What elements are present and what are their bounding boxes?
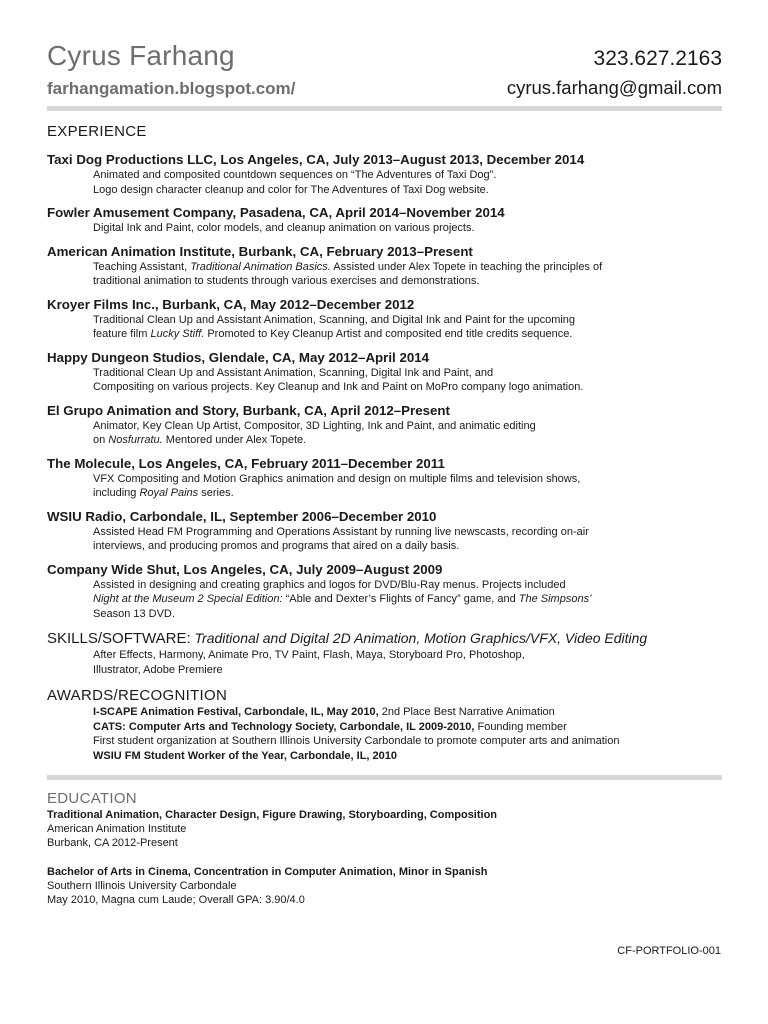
experience-heading: WSIU Radio, Carbondale, IL, September 2006–December 2010 (47, 508, 437, 524)
italic-title: Night at the Museum 2 Special Edition: (93, 593, 283, 605)
experience-description (47, 525, 722, 554)
candidate-name: Cyrus Farhang (47, 40, 235, 71)
skills-title: SKILLS/SOFTWARE: (47, 630, 191, 647)
education-heading: Bachelor of Arts in Cinema, Concentration in Computer Animation, Minor in Spanish (47, 865, 488, 878)
experience-description (47, 313, 722, 342)
experience-entry (47, 403, 722, 448)
education-entry (47, 865, 722, 908)
award-detail: Founding member (474, 720, 567, 733)
awards-title: AWARDS/RECOGNITION (47, 687, 228, 704)
description-text: Assisted under Alex Topete in teaching the principles of traditional animation to students through various exercises and demonstrations. (93, 260, 603, 287)
award-name: CATS: Computer Arts and Technology Society, Carbondale, IL 2009-2010, (93, 720, 475, 733)
description-text: Traditional Clean Up and Assistant Animation, Scanning, Digital Ink and Paint, and Compositing on various projects. Key Cleanup and Ink and Paint on MoPro company logo animation. (93, 366, 584, 393)
skills-heading (47, 629, 722, 648)
experience-description (47, 472, 722, 501)
website-link[interactable]: farhangamation.blogspot.com/ (47, 79, 296, 98)
award-name: I-SCAPE Animation Festival, Carbondale, IL, May 2010, (93, 706, 379, 718)
award-detail: First student organization at Southern Illinois University Carbondale to promote computer arts and animation (93, 735, 620, 747)
experience-heading: Taxi Dog Productions LLC, Los Angeles, CA, July 2013–August 2013, December 2014 (47, 152, 585, 167)
experience-heading: The Molecule, Los Angeles, CA, February 2011–December 2011 (47, 455, 445, 471)
italic-title: Traditional Animation Basics. (190, 260, 331, 273)
education-entry (47, 808, 722, 851)
experience-title: EXPERIENCE (47, 123, 147, 140)
experience-description (47, 221, 722, 236)
experience-entry (47, 509, 722, 554)
experience-heading: American Animation Institute, Burbank, CA, February 2013–Present (47, 243, 473, 259)
award-name: WSIU FM Student Worker of the Year, Carbondale, IL, 2010 (93, 749, 397, 762)
education-divider (47, 775, 722, 780)
description-text: “Able and Dexter’s Flights of Fancy” game, and (282, 593, 519, 605)
phone-number: 323.627.2163 (593, 47, 722, 70)
award-item (93, 720, 722, 735)
experience-heading: Company Wide Shut, Los Angeles, CA, July 2009–August 2009 (47, 561, 443, 577)
experience-entry (47, 456, 722, 501)
experience-description (47, 366, 722, 395)
experience-entry (47, 562, 722, 622)
education-title: EDUCATION (47, 790, 137, 807)
description-text: Traditional Clean Up and Assistant Animation, Scanning, and Digital Ink and Paint for the upcoming feature film (93, 313, 576, 340)
header-top-row (47, 40, 722, 75)
experience-entry (47, 297, 722, 342)
portfolio-code: CF-PORTFOLIO-001 (617, 945, 721, 957)
description-text: Animated and composited countdown sequences on “The Adventures of Taxi Dog”. Logo design character cleanup and color for The Adventures of Taxi Dog website. (93, 169, 497, 196)
description-text: VFX Compositing and Motion Graphics animation and design on multiple films and television shows, including (93, 472, 581, 499)
education-school: American Animation Institute (47, 823, 187, 836)
awards-list (47, 705, 722, 763)
experience-heading: Kroyer Films Inc., Burbank, CA, May 2012–December 2012 (47, 296, 415, 312)
award-item (93, 749, 722, 764)
header-divider (47, 106, 722, 111)
education-list (47, 808, 722, 907)
education-school: Southern Illinois University Carbondale (47, 879, 237, 892)
award-detail: 2nd Place Best Narrative Animation (378, 706, 555, 718)
resume-page (47, 40, 722, 907)
award-item (93, 734, 722, 749)
experience-description (47, 260, 722, 289)
experience-description (47, 578, 722, 622)
description-text: Promoted to Key Cleanup Artist and composited end title credits sequence. (204, 328, 573, 340)
experience-heading: Happy Dungeon Studios, Glendale, CA, May 2012–April 2014 (47, 349, 430, 365)
experience-description (47, 168, 722, 197)
award-item (93, 705, 722, 720)
experience-description (47, 419, 722, 448)
email-link[interactable]: cyrus.farhang@gmail.com (506, 77, 722, 98)
description-text: Assisted in designing and creating graphics and logos for DVD/Blu-Ray menus. Projects included (93, 578, 566, 591)
italic-title: Nosfurratu. (108, 434, 163, 446)
description-text: Digital Ink and Paint, color models, and cleanup animation on various projects. (93, 222, 475, 234)
experience-entry (47, 244, 722, 289)
description-text: series. (198, 487, 234, 499)
experience-heading: El Grupo Animation and Story, Burbank, CA, April 2012–Present (47, 402, 450, 418)
experience-entry (47, 152, 722, 197)
experience-entry (47, 205, 722, 236)
description-text: Mentored under Alex Topete. (162, 434, 307, 446)
description-text: Season 13 DVD. (93, 607, 175, 620)
italic-title: The Simpsons’ (518, 593, 592, 605)
experience-list (47, 152, 722, 621)
education-detail: May 2010, Magna cum Laude; Overall GPA: 3.90/4.0 (47, 894, 305, 907)
spacer (47, 851, 722, 865)
italic-title: Royal Pains (139, 487, 199, 499)
italic-title: Lucky Stiff. (150, 328, 205, 340)
header-bottom-row (47, 77, 722, 100)
experience-heading: Fowler Amusement Company, Pasadena, CA, April 2014–November 2014 (47, 205, 505, 220)
skills-list: After Effects, Harmony, Animate Pro, TV Paint, Flash, Maya, Storyboard Pro, Photoshop, Illustrator, Adobe Premiere (93, 649, 525, 676)
description-text: Animator, Key Clean Up Artist, Compositor, 3D Lighting, Ink and Paint, and animatic editing on (93, 419, 536, 446)
description-text: Assisted Head FM Programming and Operations Assistant by running live newscasts, recording on-air interviews, and producing promos and programs that aired on a daily basis. (93, 525, 589, 552)
education-heading: Traditional Animation, Character Design, Figure Drawing, Storyboarding, Composition (47, 809, 498, 821)
education-detail: Burbank, CA 2012-Present (47, 837, 178, 850)
skills-summary: Traditional and Digital 2D Animation, Motion Graphics/VFX, Video Editing (190, 630, 648, 646)
description-text: Teaching Assistant, (93, 260, 191, 273)
experience-entry (47, 350, 722, 395)
